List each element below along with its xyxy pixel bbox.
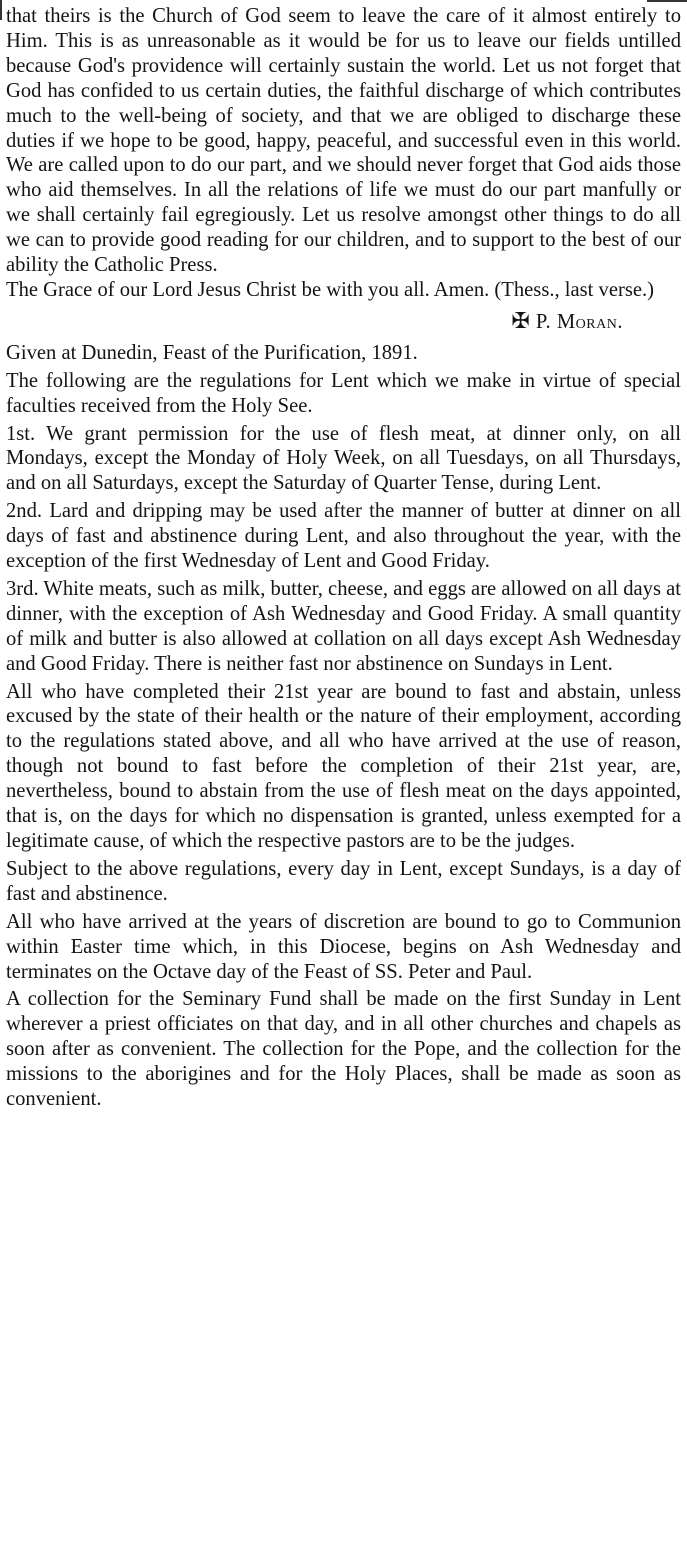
regulations-intro: The following are the regulations for Lent which we make in virtue of special faculties received from the Holy See.: [6, 369, 681, 417]
column-rule: [0, 0, 8, 20]
signature: [6, 309, 681, 335]
date-line: Given at Dunedin, Feast of the Purification, 1891.: [6, 341, 418, 364]
signature-name: Moran.: [556, 310, 623, 333]
closing-blessing: The Grace of our Lord Jesus Christ be with you all. Amen. (Thess., last verse.): [6, 278, 654, 301]
column-top-rule: [647, 0, 687, 3]
regulation-first: 1st. We grant permission for the use of flesh meat, at dinner only, on all Mondays, except the Monday of Holy Week, on all Tuesdays, on all Thursdays, and on all Saturdays, except the Saturday of Quarter Tense, during Lent.: [6, 422, 681, 495]
communion-paragraph: All who have arrived at the years of discretion are bound to go to Communion within Easter time which, in this Diocese, begins on Ash Wednesday and terminates on the Octave day of the Feast of SS. Peter and Paul.: [6, 910, 681, 983]
signature-initial: P.: [535, 310, 552, 333]
fast-days-paragraph: Subject to the above regulations, every day in Lent, except Sundays, is a day of fast and abstinence.: [6, 857, 681, 905]
obligation-paragraph: All who have completed their 21st year are bound to fast and abstain, unless excused by the state of their health or the nature of their employment, according to the regulations stated above, and all who have arrived at the use of reason, though not bound to fast before the completion of their 21st year, are, nevertheless, bound to abstain from the use of flesh meat on the days appointed, that is, on the days for which no dispensation is granted, unless exempted for a legitimate cause, of which the respective pastors are to be the judges.: [6, 680, 681, 852]
maltese-cross-icon: ✠: [511, 307, 531, 333]
regulation-third: 3rd. White meats, such as milk, butter, cheese, and eggs are allowed on all days at dinner, with the exception of Ash Wednesday and Good Friday. A small quantity of milk and butter is also allowed at collation on all days except Ash Wednesday and Good Friday. There is neither fast nor abstinence on Sundays in Lent.: [6, 577, 681, 675]
collection-paragraph: A collection for the Seminary Fund shall be made on the first Sunday in Lent wherever a priest officiates on that day, and in all other churches and chapels as soon after as convenient. The collection for the Pope, and the collection for the missions to the aborigines and for the Holy Places, shall be made as soon as convenient.: [6, 988, 681, 1111]
opening-paragraph: that theirs is the Church of God seem to leave the care of it almost entirely to Him. This is as unreasonable as it would be for us to leave our fields untilled because God's providence will certainly sustain the world. Let us not forget that God has confided to us certain duties, the faithful discharge of which contributes much to the well-being of society, and that we are obliged to discharge these duties if we hope to be good, happy, peaceful, and successful even in this world. We are called upon to do our part, and we should never forget that God aids those who aid themselves. In all the relations of life we must do our part manfully or we shall certainly fail egregiously. Let us resolve amongst other things to do all we can to provide good reading for our children, and to support to the best of our ability the Catholic Press.: [6, 5, 681, 277]
regulation-second: 2nd. Lard and dripping may be used after the manner of butter at dinner on all days of fast and abstinence during Lent, and also throughout the year, with the exception of the first Wednesday of Lent and Good Friday.: [6, 500, 681, 573]
